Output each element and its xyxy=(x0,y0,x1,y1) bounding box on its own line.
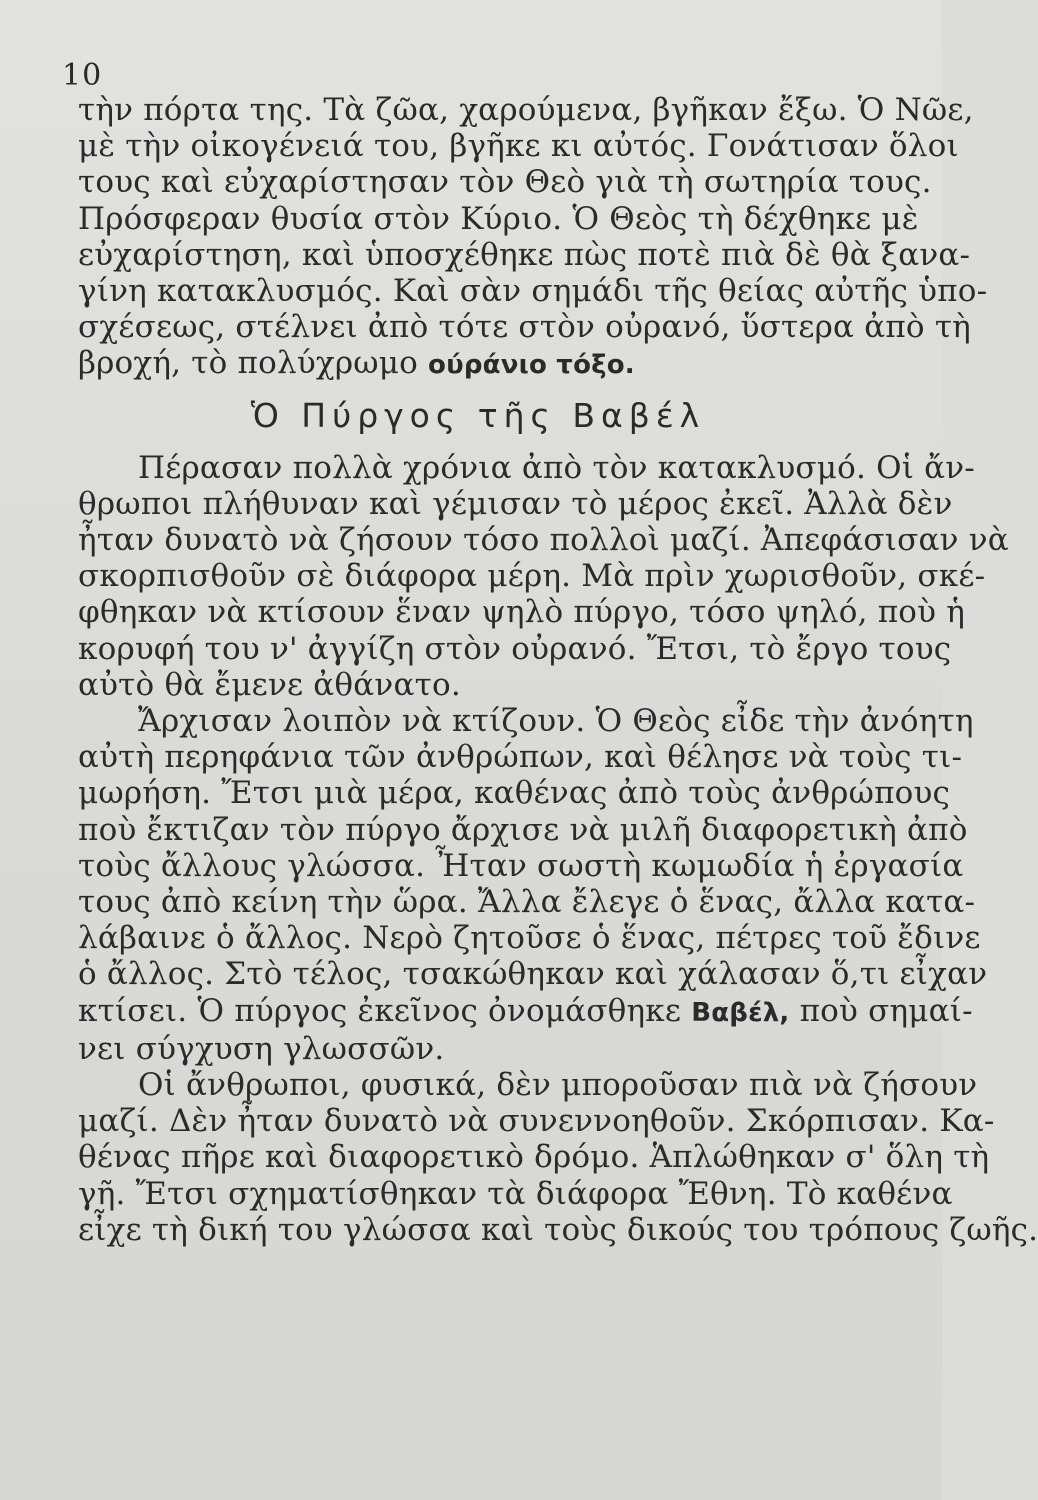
page-number: 10 xyxy=(62,58,103,93)
text-line: αὐτὸ θὰ ἔμενε ἀθάνατο. xyxy=(78,666,461,703)
text-line: κορυφή του ν' ἀγγίζη στὸν οὐρανό. Ἔτσι, τὸ ἔργο τους xyxy=(78,630,952,667)
paragraph-babel-intro xyxy=(78,449,1009,703)
text-line: νει σύγχυση γλωσσῶν. xyxy=(78,1030,445,1067)
text-line: Πέρασαν πολλὰ χρόνια ἀπὸ τὸν κατακλυσμό. Οἱ ἄν- xyxy=(138,449,975,486)
text-line xyxy=(78,345,878,383)
body-text xyxy=(78,92,1038,1248)
text-line: γίνη κατακλυσμός. Καὶ σὰν σημάδι τῆς θείας αὐτῆς ὑπο- xyxy=(78,273,988,310)
text-fragment: ποὺ σημαί- xyxy=(799,992,973,1029)
text-line: τους καὶ εὐχαρίστησαν τὸν Θεὸ γιὰ τὴ σωτηρία τους. xyxy=(78,164,932,201)
text-fragment: κτίσει. Ὁ πύργος ἐκεῖνος ὀνομάσθηκε xyxy=(78,992,682,1029)
text-line: ἦταν δυνατὸ νὰ ζήσουν τόσο πολλοὶ μαζί. Ἀπεφάσισαν νὰ xyxy=(78,522,1009,559)
text-line: τὴν πόρτα της. Τὰ ζῶα, χαρούμενα, βγῆκαν ἔξω. Ὁ Νῶε, xyxy=(78,92,974,128)
text-line: τους ἀπὸ κείνη τὴν ὥρα. Ἄλλα ἔλεγε ὁ ἕνας, ἄλλα κατα- xyxy=(78,884,976,921)
text-line: Οἱ ἄνθρωποι, φυσικά, δὲν μποροῦσαν πιὰ νὰ ζήσουν xyxy=(138,1067,978,1104)
text-line: ποὺ ἔκτιζαν τὸν πύργο ἄρχισε νὰ μιλῆ διαφορετικὴ ἀπὸ xyxy=(78,811,968,848)
text-line: φθηκαν νὰ κτίσουν ἕναν ψηλὸ πύργο, τόσο ψηλό, ποὺ ἡ xyxy=(78,594,966,631)
text-line: θένας πῆρε καὶ διαφορετικὸ δρόμο. Ἁπλώθηκαν σ' ὅλη τὴ xyxy=(78,1139,990,1176)
text-line: Πρόσφεραν θυσία στὸν Κύριο. Ὁ Θεὸς τὴ δέχθηκε μὲ xyxy=(78,200,919,237)
text-line: λάβαινε ὁ ἄλλος. Νερὸ ζητοῦσε ὁ ἕνας, πέτρες τοῦ ἔδινε xyxy=(78,920,981,957)
emphasis-rainbow: ούράνιο τόξο. xyxy=(428,350,635,381)
text-line: μωρήση. Ἔτσι μιὰ μέρα, καθένας ἀπὸ τοὺς ἀνθρώπους xyxy=(78,775,951,812)
section-heading: Ὁ Πύργος τῆς Βαβέλ xyxy=(250,395,706,435)
paragraph-babel-confusion xyxy=(78,703,988,1067)
text-line: εἶχε τὴ δική του γλώσσα καὶ τοὺς δικούς του τρόπους ζωῆς. xyxy=(78,1211,1038,1248)
text-line: γῆ. Ἔτσι σχηματίσθηκαν τὰ διάφορα Ἔθνη. Τὸ καθένα xyxy=(78,1175,953,1212)
text-line: ὁ ἄλλος. Στὸ τέλος, τσακώθηκαν καὶ χάλασαν ὅ,τι εἶχαν xyxy=(78,956,988,993)
text-line: αὐτὴ περηφάνια τῶν ἀνθρώπων, καὶ θέλησε νὰ τοὺς τι- xyxy=(78,739,963,776)
paragraph-flood-ending xyxy=(78,92,988,384)
emphasis-babel: Βαβέλ, xyxy=(691,997,790,1028)
text-line xyxy=(78,992,973,1031)
paragraph-nations xyxy=(78,1067,1038,1248)
text-line: θρωποι πλήθυναν καὶ γέμισαν τὸ μέρος ἐκεῖ. Ἀλλὰ δὲν xyxy=(78,485,953,522)
text-fragment: βροχή, τὸ πολύχρωμο xyxy=(78,345,418,382)
text-line: μαζί. Δὲν ἦταν δυνατὸ νὰ συνεννοηθοῦν. Σκόρπισαν. Κα- xyxy=(78,1103,995,1140)
text-line: σκορπισθοῦν σὲ διάφορα μέρη. Μὰ πρὶν χωρισθοῦν, σκέ- xyxy=(78,558,986,595)
text-line: τοὺς ἄλλους γλώσσα. Ἦταν σωστὴ κωμωδία ἡ ἐργασία xyxy=(78,847,964,884)
text-line: εὐχαρίστηση, καὶ ὑποσχέθηκε πὼς ποτὲ πιὰ δὲ θὰ ξανα- xyxy=(78,236,971,273)
text-line: σχέσεως, στέλνει ἀπὸ τότε στὸν οὐρανό, ὕστερα ἀπὸ τὴ xyxy=(78,309,971,346)
text-line: Ἄρχισαν λοιπὸν νὰ κτίζουν. Ὁ Θεὸς εἶδε τὴν ἀνόητη xyxy=(138,703,974,740)
text-line: μὲ τὴν οἰκογένειά του, βγῆκε κι αὐτός. Γονάτισαν ὅλοι xyxy=(78,128,959,165)
